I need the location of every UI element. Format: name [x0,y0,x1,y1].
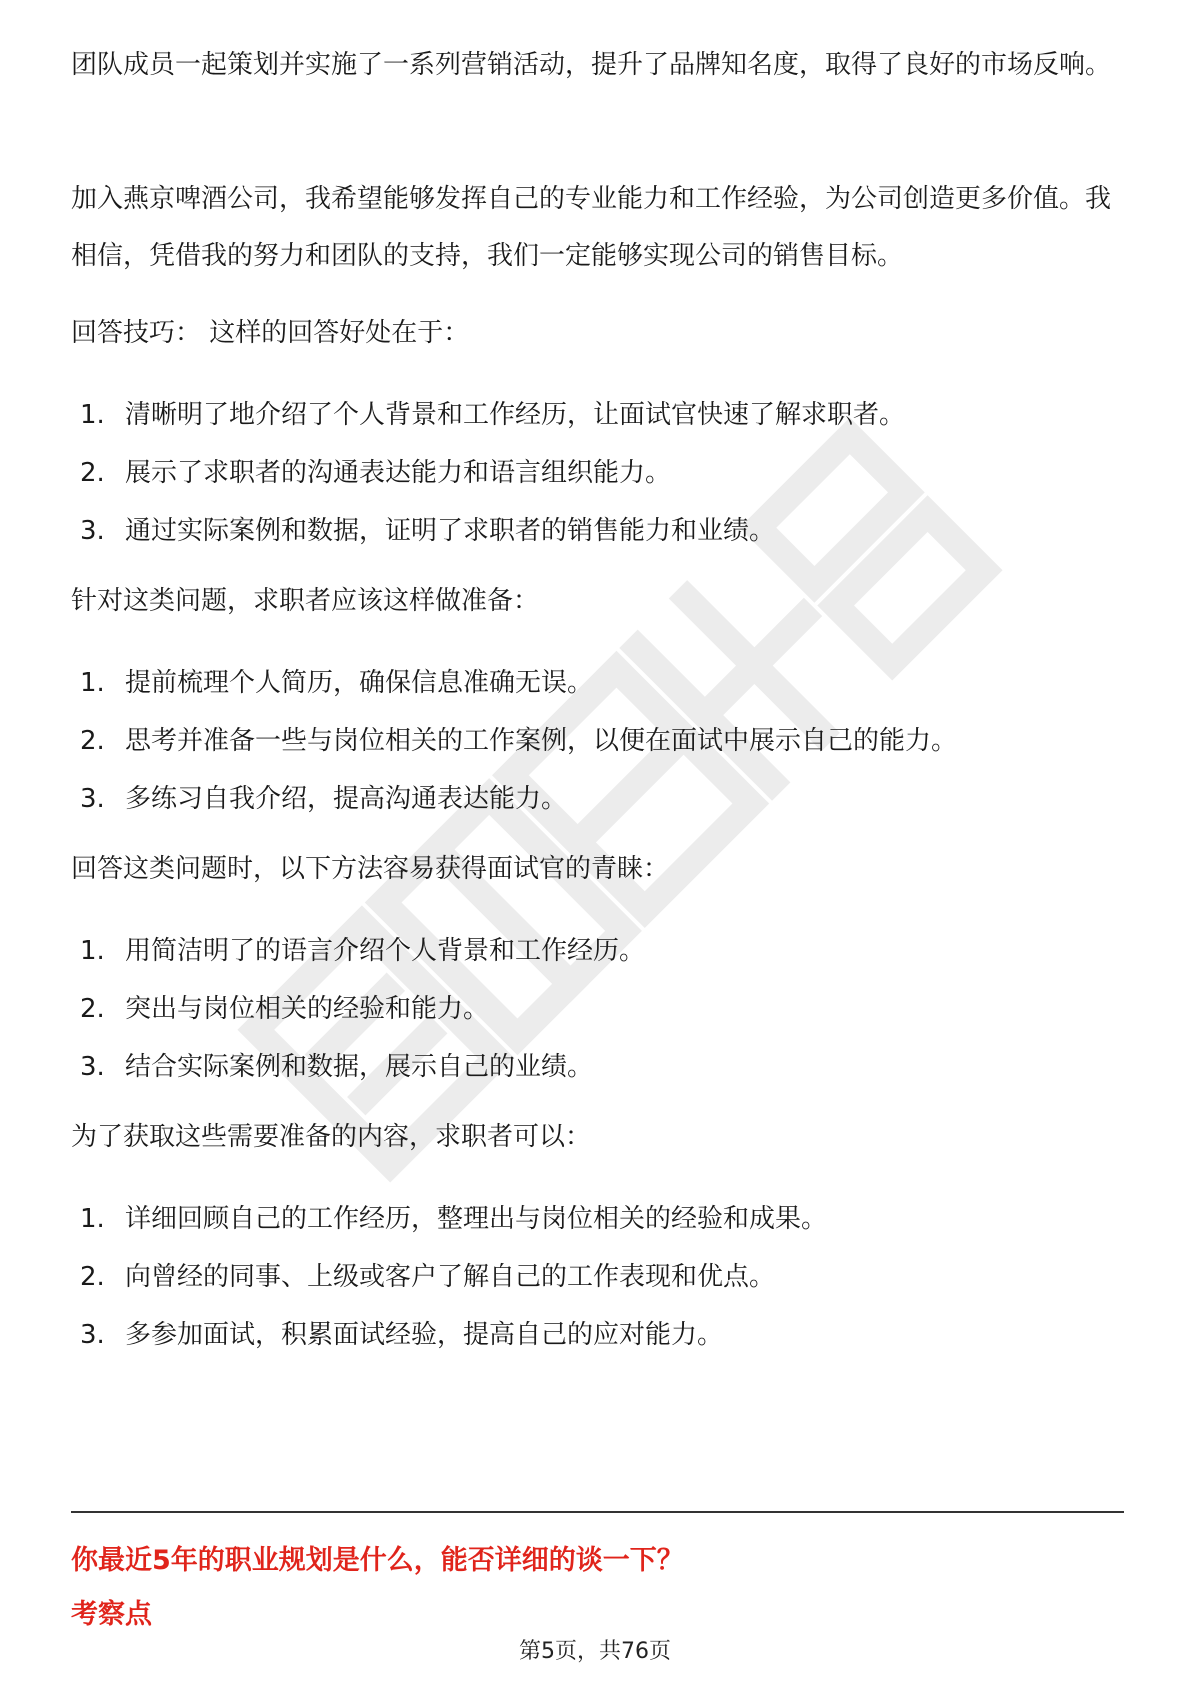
question-subheading: 考察点 [71,1599,152,1630]
list-gather [80,1190,1120,1364]
section-divider [71,1511,1124,1513]
list-item: 1. 清晰明了地介绍了个人背景和工作经历，让面试官快速了解求职者。 [80,400,906,430]
paragraph-methods-intro: 回答这类问题时，以下方法容易获得面试官的青睐： [71,854,670,884]
list-item: 2. 突出与岗位相关的经验和能力。 [80,994,490,1024]
list-item: 3. 多练习自我介绍，提高沟通表达能力。 [80,784,568,814]
list-item: 1. 提前梳理个人简历，确保信息准确无误。 [80,668,594,698]
paragraph-preparation-intro: 针对这类问题，求职者应该这样做准备： [71,586,540,616]
list-item: 3. 多参加面试，积累面试经验，提高自己的应对能力。 [80,1320,724,1350]
list-preparation [80,654,1120,828]
paragraph-marketing-result: 团队成员一起策划并实施了一系列营销活动，提升了品牌知名度，取得了良好的市场反响。 [71,50,1112,80]
paragraph-answer-tip: 回答技巧： 这样的回答好处在于： [71,318,470,348]
page-number-footer: 第5页，共76页 [519,1639,671,1664]
list-item: 1. 用简洁明了的语言介绍个人背景和工作经历。 [80,936,646,966]
list-item: 2. 展示了求职者的沟通表达能力和语言组织能力。 [80,458,672,488]
question-heading: 你最近5年的职业规划是什么，能否详细的谈一下？ [71,1545,684,1576]
list-item: 3. 结合实际案例和数据，展示自己的业绩。 [80,1052,594,1082]
paragraph-gather-intro: 为了获取这些需要准备的内容，求职者可以： [71,1122,592,1152]
list-item: 3. 通过实际案例和数据，证明了求职者的销售能力和业绩。 [80,516,776,546]
list-item: 2. 向曾经的同事、上级或客户了解自己的工作表现和优点。 [80,1262,776,1292]
list-methods [80,922,1120,1096]
paragraph-join-company: 加入燕京啤酒公司，我希望能够发挥自己的专业能力和工作经验，为公司创造更多价值。我相信，凭借我的努力和团队的支持，我们一定能够实现公司的销售目标。 [71,184,1112,271]
list-answer-benefits [80,386,1120,560]
list-item: 1. 详细回顾自己的工作经历，整理出与岗位相关的经验和成果。 [80,1204,828,1234]
list-item: 2. 思考并准备一些与岗位相关的工作案例，以便在面试中展示自己的能力。 [80,726,958,756]
